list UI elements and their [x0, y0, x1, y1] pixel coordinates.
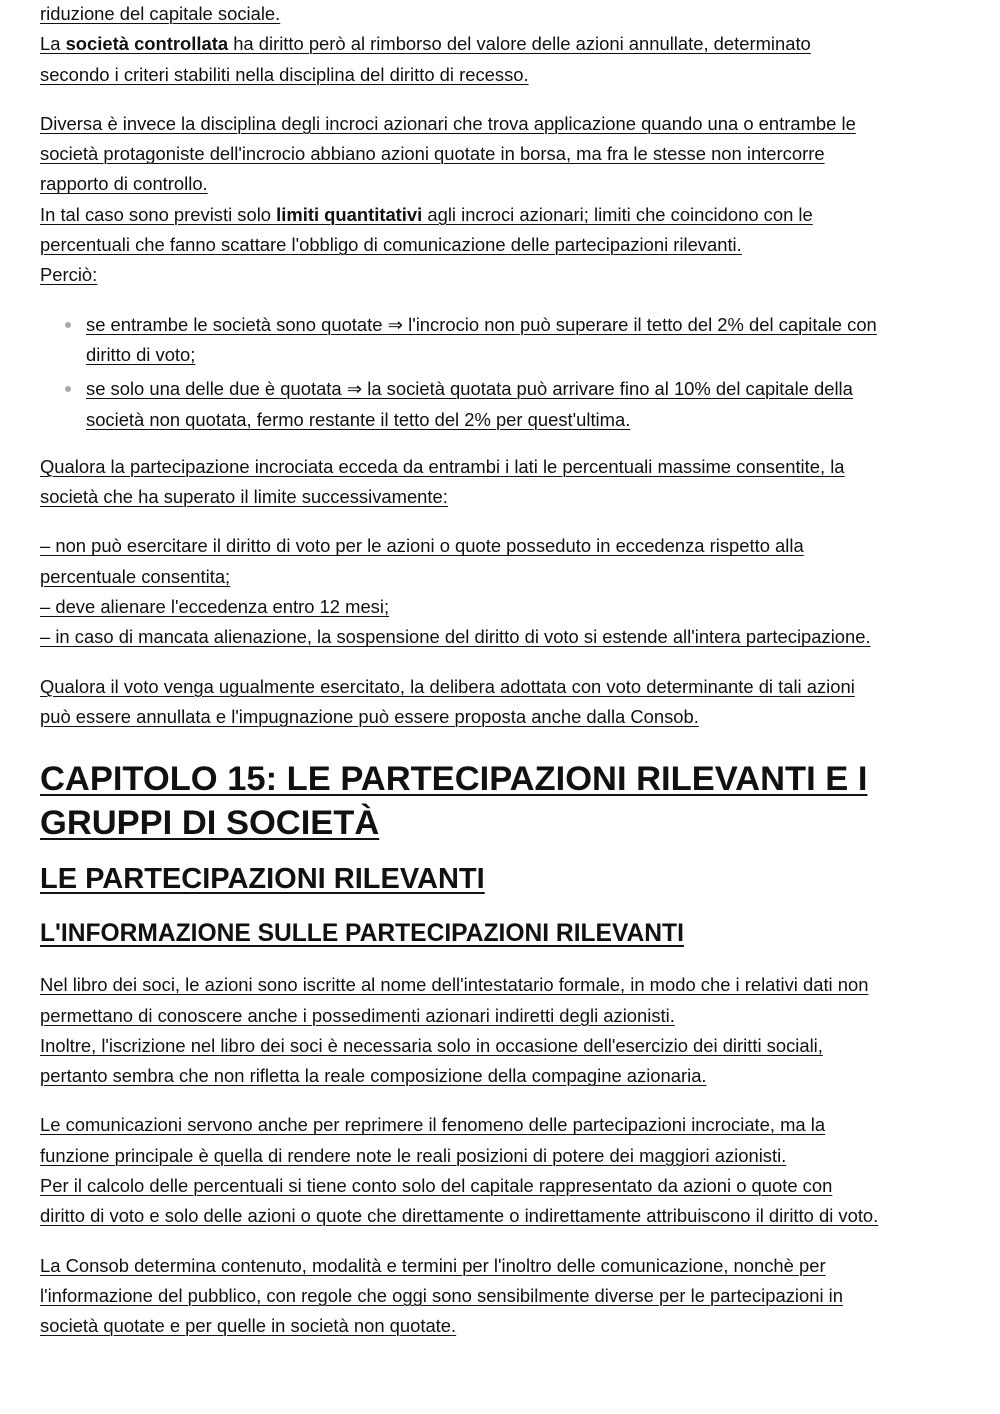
- text-line: Le comunicazioni servono anche per reprimere il fenomeno delle partecipazioni incrociate, ma la: [40, 1114, 826, 1136]
- text-line: secondo i criteri stabiliti nella disciplina del diritto di recesso.: [40, 63, 529, 85]
- list-item: [86, 310, 965, 371]
- text-line: diritto di voto;: [86, 343, 196, 365]
- text-line: – non può esercitare il diritto di voto per le azioni o quote posseduto in eccedenza rispetto alla: [40, 535, 804, 557]
- text-line: Diversa è invece la disciplina degli incroci azionari che trova applicazione quando una o entrambe le: [40, 112, 856, 134]
- bold-term: società controllata: [65, 33, 229, 55]
- bullet-icon: [65, 322, 71, 328]
- text-line: – in caso di mancata alienazione, la sospensione del diritto di voto si estende all'intera partecipazione.: [40, 626, 871, 648]
- text-line: Perciò:: [40, 264, 98, 286]
- chapter-title-line: GRUPPI DI SOCIETÀ: [40, 804, 380, 843]
- text-line: l'informazione del pubblico, con regole che oggi sono sensibilmente diverse per le partecipazioni in: [40, 1284, 843, 1306]
- text-line: se entrambe le società sono quotate ⇒ l'incrocio non può superare il tetto del 2% del capitale con: [86, 313, 877, 335]
- text-line: funzione principale è quella di rendere note le reali posizioni di potere dei maggiori azionisti.: [40, 1144, 787, 1166]
- paragraph-consequences: [40, 531, 965, 652]
- text-line: [40, 200, 965, 230]
- text-line: percentuali che fanno scattare l'obbligo di comunicazione delle partecipazioni rilevanti.: [40, 234, 742, 256]
- text-line: percentuale consentita;: [40, 565, 231, 587]
- chapter-title-line: CAPITOLO 15: LE PARTECIPAZIONI RILEVANTI E I: [40, 760, 868, 799]
- text-line: società quotate e per quelle in società non quotate.: [40, 1315, 457, 1337]
- text-fragment: ha diritto però al rimborso del valore delle azioni annullate, determinato: [228, 33, 811, 55]
- text-line: La Consob determina contenuto, modalità e termini per l'inoltro delle comunicazione, nonchè per: [40, 1254, 826, 1276]
- bullet-list: [40, 310, 965, 435]
- text-line: società protagoniste dell'incrocio abbiano azioni quotate in borsa, ma fra le stesse non intercorre: [40, 143, 825, 165]
- text-line: rapporto di controllo.: [40, 173, 208, 195]
- text-line: Inoltre, l'iscrizione nel libro dei soci è necessaria solo in occasione dell'esercizio dei diritti sociali,: [40, 1034, 823, 1056]
- paragraph-controlled-company: [40, 0, 965, 90]
- paragraph-consob: [40, 1251, 965, 1342]
- section-title: LE PARTECIPAZIONI RILEVANTI: [40, 863, 485, 896]
- paragraph-vote-annulment: [40, 672, 965, 733]
- text-fragment: In tal caso sono previsti solo: [40, 203, 277, 225]
- text-line: permettano di conoscere anche i possedimenti azionari indiretti degli azionisti.: [40, 1004, 675, 1026]
- paragraph-shareholder-register: [40, 970, 965, 1091]
- paragraph-cross-shareholdings: [40, 109, 965, 291]
- chapter-title: [40, 757, 965, 845]
- text-line: [40, 29, 965, 59]
- text-line: società che ha superato il limite successivamente:: [40, 486, 448, 508]
- paragraph-exceeding-limits: [40, 452, 965, 513]
- text-line: Qualora la partecipazione incrociata ecceda da entrambi i lati le percentuali massime consentite, la: [40, 455, 845, 477]
- text-line: Qualora il voto venga ugualmente esercitato, la delibera adottata con voto determinante di tali azioni: [40, 675, 855, 697]
- bold-term: limiti quantitativi: [276, 203, 423, 225]
- text-line: se solo una delle due è quotata ⇒ la società quotata può arrivare fino al 10% del capitale della: [86, 378, 853, 400]
- text-line: diritto di voto e solo delle azioni o quote che direttamente o indirettamente attribuiscono il diritto di voto.: [40, 1205, 879, 1227]
- text-line: – deve alienare l'eccedenza entro 12 mesi;: [40, 596, 390, 618]
- bullet-icon: [65, 386, 71, 392]
- text-line: Per il calcolo delle percentuali si tiene conto solo del capitale rappresentato da azioni o quote con: [40, 1175, 833, 1197]
- text-line: società non quotata, fermo restante il tetto del 2% per quest'ultima.: [86, 408, 631, 430]
- text-line: può essere annullata e l'impugnazione può essere proposta anche dalla Consob.: [40, 705, 699, 727]
- text-fragment: La: [40, 33, 66, 55]
- paragraph-communications: [40, 1110, 965, 1231]
- text-fragment: agli incroci azionari; limiti che coincidono con le: [422, 203, 813, 225]
- document-page: [40, 0, 965, 1361]
- text-line: pertanto sembra che non rifletta la reale composizione della compagine azionaria.: [40, 1065, 707, 1087]
- subsection-title: L'INFORMAZIONE SULLE PARTECIPAZIONI RILEVANTI: [40, 920, 684, 948]
- text-line: Nel libro dei soci, le azioni sono iscritte al nome dell'intestatario formale, in modo che i relativi dati non: [40, 974, 869, 996]
- list-item: [86, 374, 965, 435]
- text-line: riduzione del capitale sociale.: [40, 3, 281, 24]
